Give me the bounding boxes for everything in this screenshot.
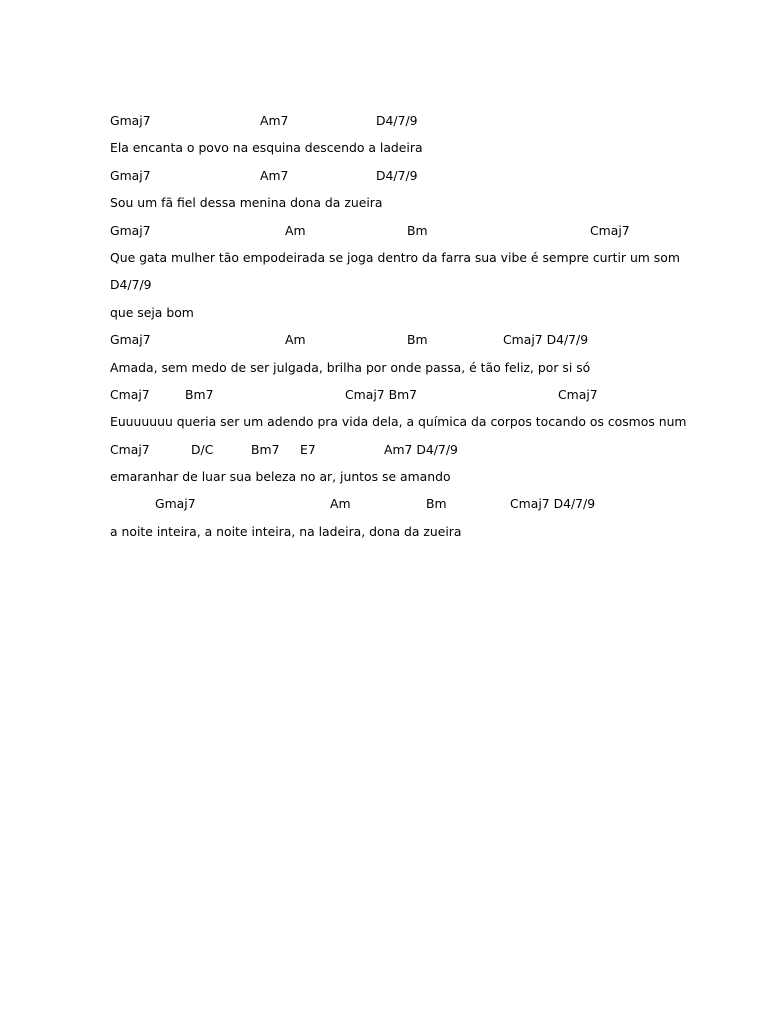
chord: Bm [426, 496, 447, 512]
chord: Cmaj7 D4/7/9 [503, 332, 589, 348]
chord: Gmaj7 [110, 332, 151, 348]
lyric-text: Amada, sem medo de ser julgada, brilha por onde passa, é tão feliz, por si só [110, 359, 591, 375]
chord: D/C [191, 441, 214, 457]
chord-line [110, 167, 670, 194]
chord: Cmaj7 [110, 441, 150, 457]
lyric-text: a noite inteira, a noite inteira, na ladeira, dona da zueira [110, 523, 462, 539]
chord: Gmaj7 [110, 167, 151, 183]
lyric-line [110, 249, 680, 276]
chord: Bm [407, 332, 428, 348]
lyric-text: Sou um fã fiel dessa menina dona da zueira [110, 195, 383, 211]
chord: Bm7 [185, 386, 214, 402]
chord: Cmaj7 [110, 386, 150, 402]
chord-line [110, 112, 670, 139]
chord: Gmaj7 [155, 496, 196, 512]
lyric-line [110, 139, 670, 166]
chord: Am [285, 332, 306, 348]
chord-line [110, 331, 670, 358]
chord-line [110, 441, 670, 468]
lyric-line [110, 468, 670, 495]
chord: D4/7/9 [110, 277, 152, 293]
lyric-text: emaranhar de luar sua beleza no ar, juntos se amando [110, 469, 451, 485]
chord: Cmaj7 [558, 386, 598, 402]
lyric-text: Ela encanta o povo na esquina descendo a ladeira [110, 140, 423, 156]
chord-line [110, 495, 670, 522]
lyric-text: Euuuuuuu queria ser um adendo pra vida dela, a química da corpos tocando os cosmos num [110, 414, 687, 430]
chord: Cmaj7 Bm7 [345, 386, 418, 402]
chord: D4/7/9 [376, 113, 418, 128]
chord: Am7 D4/7/9 [384, 441, 458, 457]
lyric-line [110, 359, 670, 386]
chord-line [110, 222, 670, 249]
chord: Cmaj7 [590, 222, 630, 238]
chord: Gmaj7 [110, 113, 151, 128]
chord: Am [285, 222, 306, 238]
chord-line [110, 386, 670, 413]
chord: Am7 [260, 167, 289, 183]
chord: D4/7/9 [376, 167, 418, 183]
lyric-text: Que gata mulher tão empodeirada se joga dentro da farra sua vibe é sempre curtir um som [110, 249, 680, 265]
chord: Am [330, 496, 351, 512]
lyric-text: que seja bom [110, 304, 194, 320]
chord: Bm7 [251, 441, 280, 457]
chord: Gmaj7 [110, 222, 151, 238]
lyric-line [110, 523, 670, 550]
lyric-line [110, 413, 687, 440]
chord: E7 [300, 441, 316, 457]
lyric-line [110, 304, 670, 331]
chord-line [110, 276, 670, 303]
chord: Am7 [260, 113, 289, 128]
chord: Bm [407, 222, 428, 238]
chord-sheet [110, 112, 687, 550]
lyric-line [110, 194, 670, 221]
chord: Cmaj7 D4/7/9 [510, 496, 596, 512]
